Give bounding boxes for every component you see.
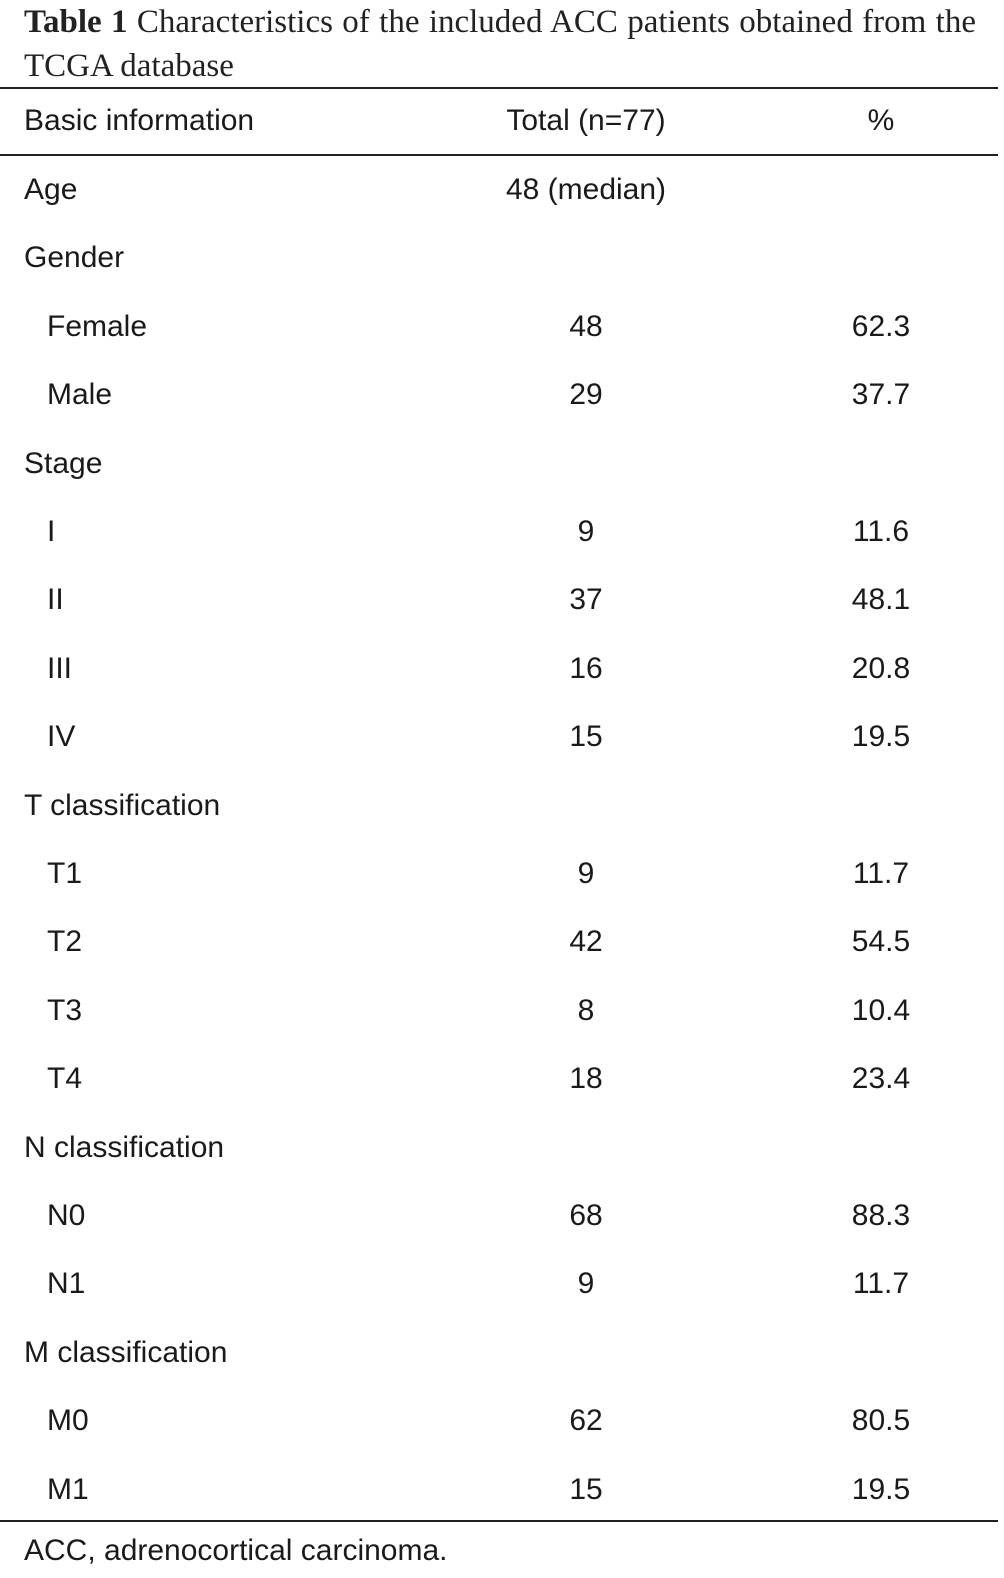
row-percent: 11.7 — [852, 857, 910, 890]
header-percent: % — [867, 104, 895, 137]
table-top-rule — [0, 87, 998, 89]
row-percent: 20.8 — [851, 652, 911, 685]
row-label: M1 — [47, 1473, 89, 1506]
table-footnote: ACC, adrenocortical carcinoma. — [24, 1534, 448, 1567]
row-total: 37 — [569, 583, 603, 616]
row-percent: 10.4 — [851, 994, 911, 1027]
row-label: Male — [47, 378, 113, 411]
row-total: 15 — [569, 720, 603, 753]
row-label: III — [47, 652, 73, 685]
row-label: M classification — [24, 1336, 228, 1369]
row-label: II — [47, 583, 64, 616]
row-total: 42 — [569, 925, 603, 958]
row-percent: 19.5 — [851, 1473, 911, 1506]
row-percent: 11.6 — [852, 515, 910, 548]
row-label: N0 — [47, 1199, 86, 1232]
row-percent: 11.7 — [852, 1267, 910, 1300]
row-total: 68 — [569, 1199, 603, 1232]
table-caption — [24, 0, 976, 88]
row-label: IV — [47, 720, 76, 753]
table-bottom-rule — [0, 1520, 998, 1522]
row-total: 48 — [569, 310, 603, 343]
row-total: 9 — [577, 1267, 595, 1300]
row-label: T classification — [24, 789, 221, 822]
row-percent: 62.3 — [851, 310, 911, 343]
row-percent: 37.7 — [851, 378, 911, 411]
table-caption-text: Characteristics of the included ACC patients obtained from the TCGA database — [24, 4, 976, 84]
row-label: T2 — [47, 925, 83, 958]
header-total: Total (n=77) — [506, 104, 666, 137]
row-label: N1 — [47, 1267, 86, 1300]
row-label: Stage — [24, 447, 103, 480]
row-total: 62 — [569, 1404, 603, 1437]
row-percent: 23.4 — [851, 1062, 911, 1095]
row-total: 29 — [569, 378, 603, 411]
row-total: 8 — [577, 994, 595, 1027]
row-total: 15 — [569, 1473, 603, 1506]
row-label: T3 — [47, 994, 83, 1027]
row-percent: 48.1 — [851, 583, 911, 616]
row-label: I — [47, 515, 56, 548]
row-label: M0 — [47, 1404, 89, 1437]
row-total: 48 (median) — [505, 173, 667, 206]
row-label: T4 — [47, 1062, 83, 1095]
table-caption-label: Table 1 — [24, 4, 128, 40]
row-label: Female — [47, 310, 148, 343]
row-total: 9 — [577, 515, 595, 548]
header-basic-information: Basic information — [24, 104, 255, 137]
row-percent: 54.5 — [851, 925, 911, 958]
row-total: 9 — [577, 857, 595, 890]
row-total: 16 — [569, 652, 603, 685]
table-header-rule — [0, 154, 998, 156]
row-percent: 88.3 — [851, 1199, 911, 1232]
row-percent: 19.5 — [851, 720, 911, 753]
row-total: 18 — [569, 1062, 603, 1095]
row-label: Age — [24, 173, 78, 206]
row-percent: 80.5 — [851, 1404, 911, 1437]
row-label: T1 — [47, 857, 83, 890]
row-label: N classification — [24, 1131, 225, 1164]
row-label: Gender — [24, 241, 125, 274]
